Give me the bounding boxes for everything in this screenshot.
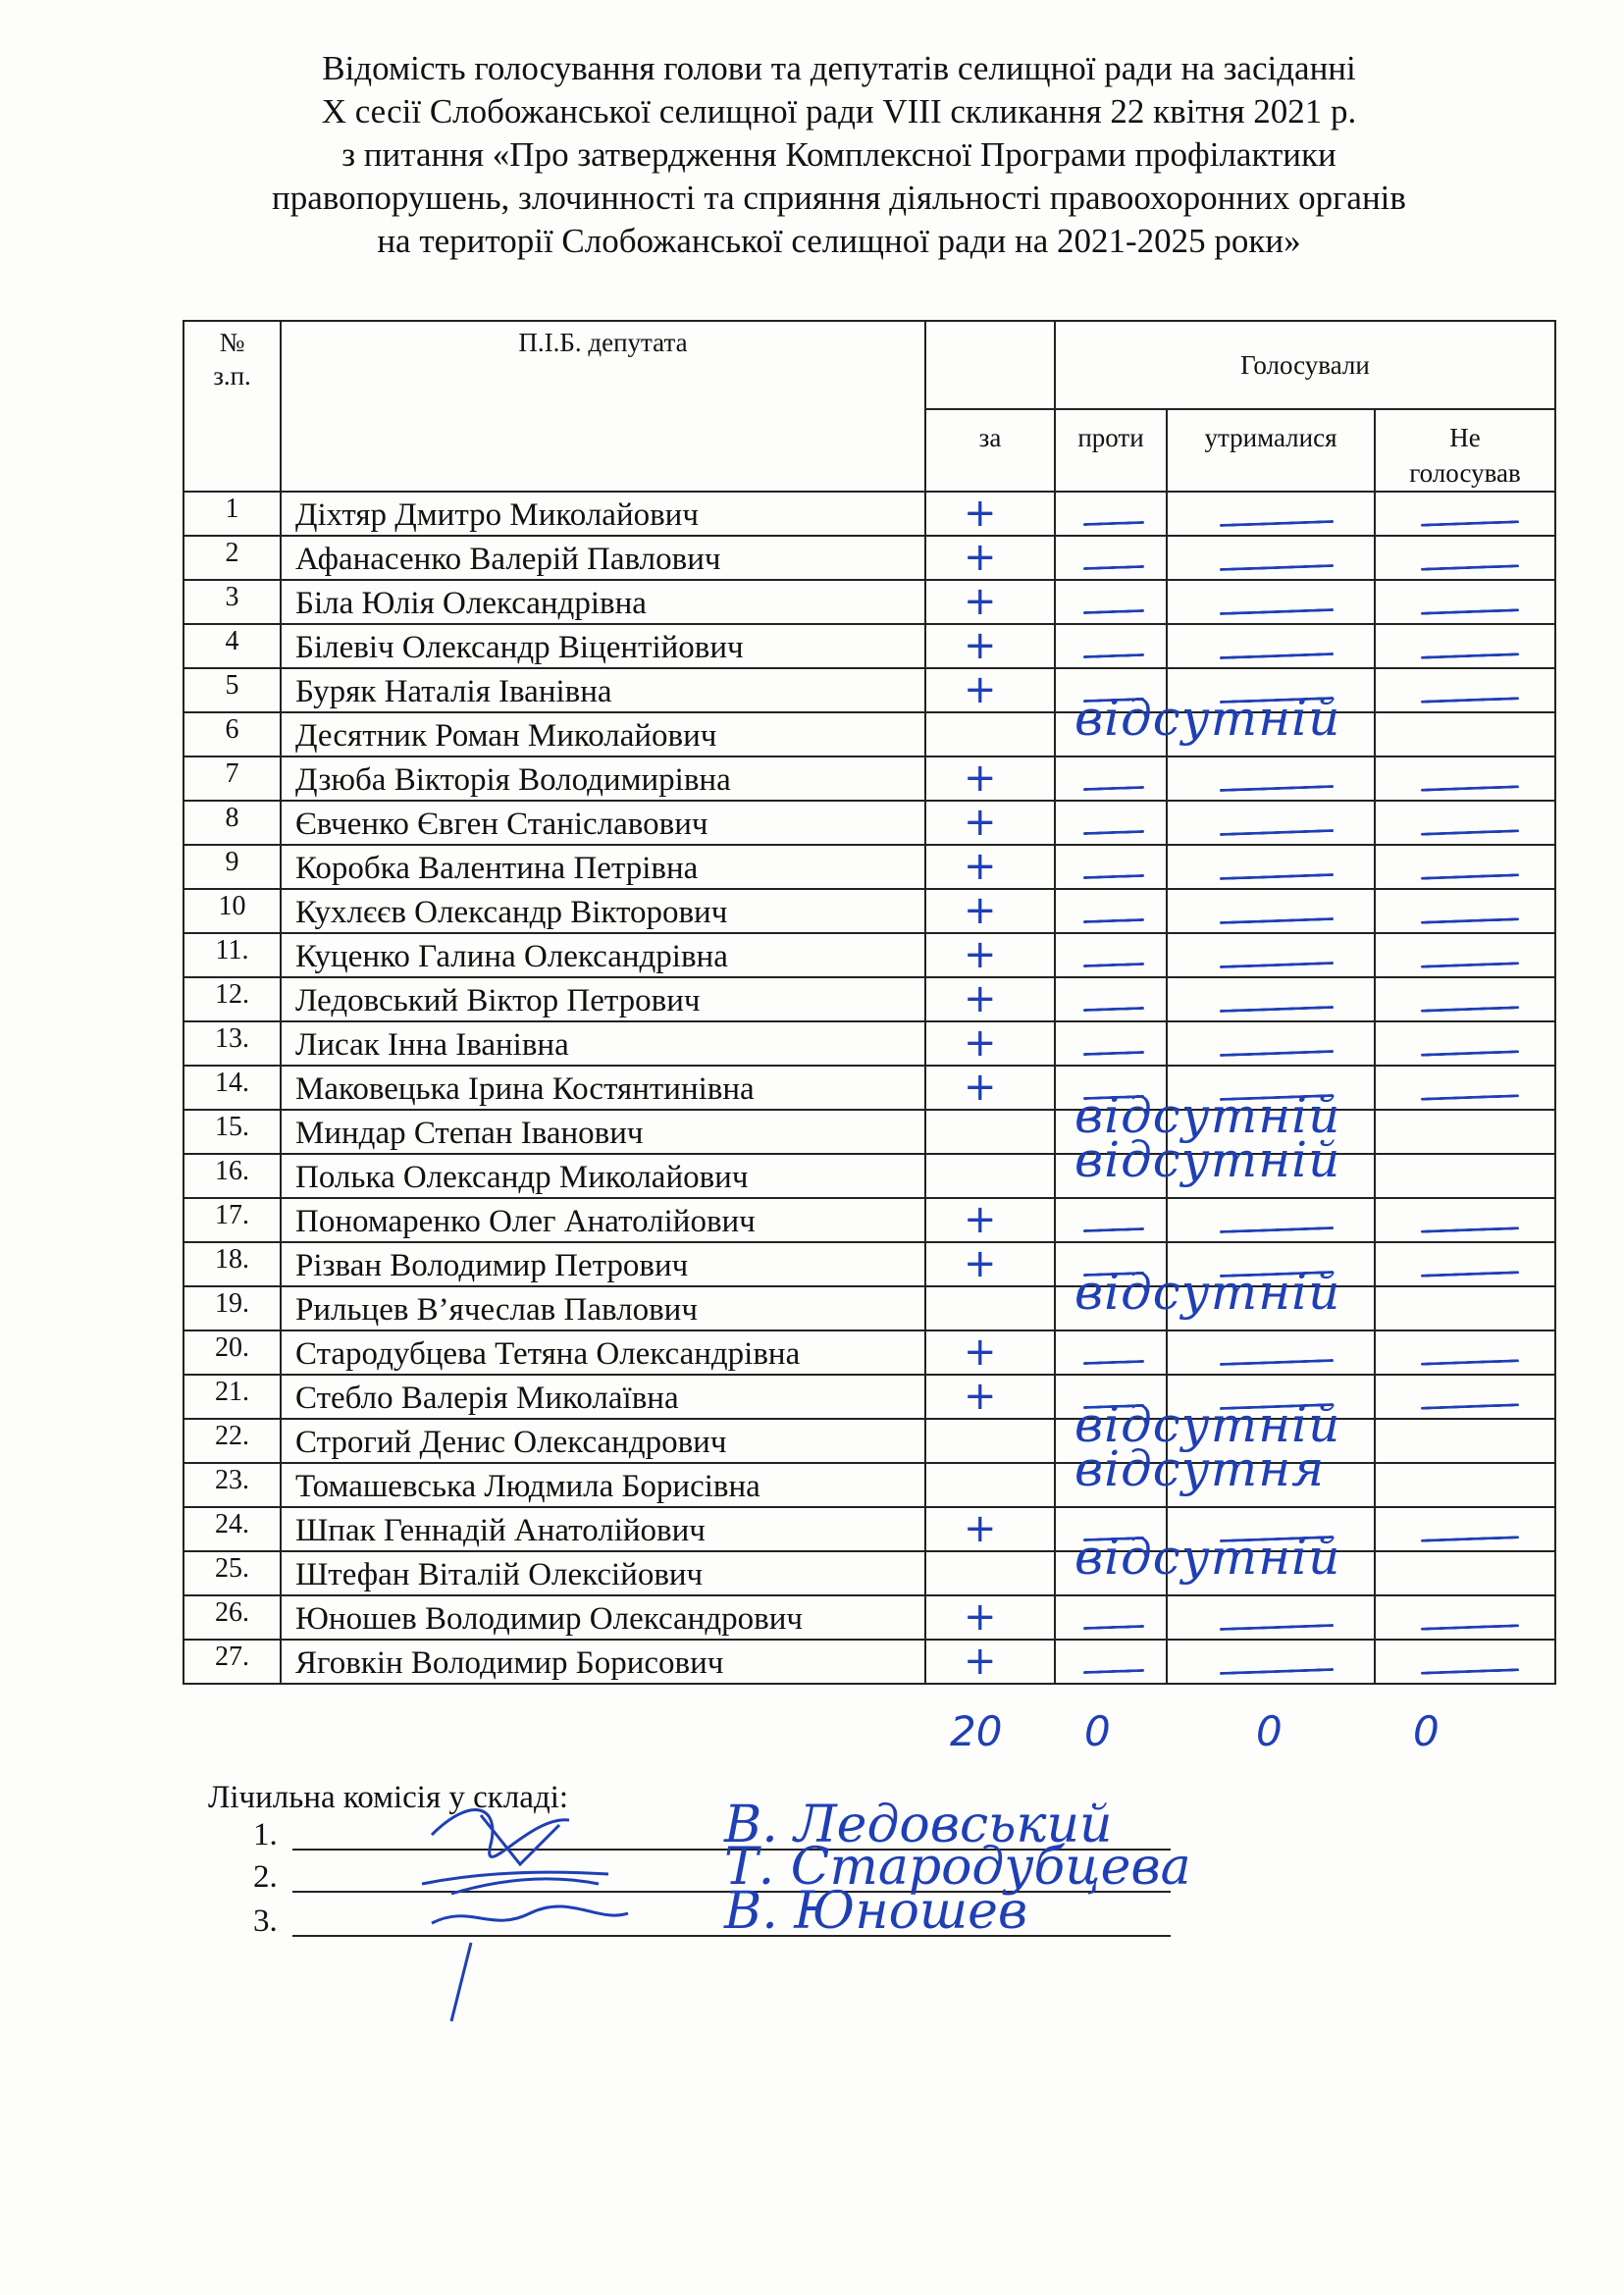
signature-name: В. Юношев xyxy=(724,1882,1028,1941)
vote-cell-against xyxy=(1055,801,1167,845)
vote-cell-for xyxy=(925,1375,1055,1419)
vote-cell-against xyxy=(1055,580,1167,624)
vote-cell-abstained xyxy=(1167,977,1375,1021)
dash-mark xyxy=(1083,1625,1144,1630)
dash-mark xyxy=(1083,786,1144,791)
plus-mark: + xyxy=(964,932,997,977)
vote-cell-against xyxy=(1055,1021,1167,1066)
table-row xyxy=(183,624,1555,668)
table-row xyxy=(183,1419,1555,1463)
dash-mark xyxy=(1219,1006,1333,1013)
row-number: 9 xyxy=(183,845,281,889)
vote-cell-not-voted xyxy=(1375,1286,1555,1330)
vote-cell-not-voted xyxy=(1375,492,1555,536)
deputy-name: Яговкін Володимир Борисович xyxy=(281,1640,925,1684)
vote-cell-abstained xyxy=(1167,933,1375,977)
member-number: 1. xyxy=(253,1817,278,1852)
vote-cell-abstained xyxy=(1167,1198,1375,1242)
row-number: 10 xyxy=(183,889,281,933)
vote-cell-not-voted xyxy=(1375,756,1555,801)
vote-cell-for xyxy=(925,1551,1055,1595)
dash-mark xyxy=(1219,652,1333,659)
dash-mark xyxy=(1083,565,1144,570)
plus-mark: + xyxy=(964,1241,997,1286)
vote-cell-for xyxy=(925,1154,1055,1198)
table-row xyxy=(183,1154,1555,1198)
table-row xyxy=(183,889,1555,933)
vote-cell-against xyxy=(1055,624,1167,668)
row-number: 1 xyxy=(183,492,281,536)
deputy-name: Афанасенко Валерій Павлович xyxy=(281,536,925,580)
deputy-name: Стебло Валерія Миколаївна xyxy=(281,1375,925,1419)
vote-cell-against xyxy=(1055,1595,1167,1640)
header-abstained: утрималися xyxy=(1167,409,1375,492)
vote-cell-for xyxy=(925,845,1055,889)
signature-name: Т. Стародубцева xyxy=(724,1838,1191,1897)
row-number: 6 xyxy=(183,712,281,756)
table-row xyxy=(183,580,1555,624)
row-number: 19. xyxy=(183,1286,281,1330)
row-number: 3 xyxy=(183,580,281,624)
plus-mark: + xyxy=(964,1506,997,1551)
dash-mark xyxy=(1420,1271,1518,1277)
dash-mark xyxy=(1083,963,1144,967)
vote-cell-not-voted xyxy=(1375,1419,1555,1463)
row-number: 23. xyxy=(183,1463,281,1507)
absent-note: відсутня xyxy=(1074,1440,1326,1497)
vote-cell-for xyxy=(925,1463,1055,1507)
table-row xyxy=(183,712,1555,756)
vote-cell-for xyxy=(925,1066,1055,1110)
dash-mark xyxy=(1083,1227,1144,1232)
title-line: Відомість голосування голови та депутатів селищної ради на засіданні xyxy=(322,49,1356,87)
plus-mark: + xyxy=(964,1020,997,1066)
vote-cell-abstained xyxy=(1167,756,1375,801)
vote-cell-against xyxy=(1055,536,1167,580)
dash-mark xyxy=(1420,564,1518,570)
header-name: П.І.Б. депутата xyxy=(281,321,925,492)
vote-cell-against xyxy=(1055,889,1167,933)
vote-cell-for xyxy=(925,977,1055,1021)
vote-cell-not-voted xyxy=(1375,889,1555,933)
vote-cell-for xyxy=(925,1507,1055,1551)
header-not-voted xyxy=(1375,409,1555,492)
member-number: 2. xyxy=(253,1859,278,1895)
table-row xyxy=(183,1242,1555,1286)
row-number: 5 xyxy=(183,668,281,712)
header-not-voted-line1: Не xyxy=(1449,423,1481,452)
title-line: на території Слобожанської селищної ради на 2021-2025 роки» xyxy=(377,222,1301,260)
vote-cell-for xyxy=(925,1198,1055,1242)
vote-cell-abstained xyxy=(1167,624,1375,668)
table-row xyxy=(183,1021,1555,1066)
vote-cell-against xyxy=(1055,1330,1167,1375)
row-number: 16. xyxy=(183,1154,281,1198)
signature-name: В. Ледовський xyxy=(724,1796,1113,1854)
table-row xyxy=(183,1066,1555,1110)
vote-cell-not-voted xyxy=(1375,1066,1555,1110)
dash-mark xyxy=(1219,1226,1333,1233)
absent-note: відсутній xyxy=(1074,1396,1341,1453)
document-title xyxy=(186,47,1492,263)
table-row xyxy=(183,1375,1555,1419)
row-number: 4 xyxy=(183,624,281,668)
deputy-name: Дзюба Вікторія Володимирівна xyxy=(281,756,925,801)
vote-cell-abstained xyxy=(1167,580,1375,624)
table-row xyxy=(183,1198,1555,1242)
dash-mark xyxy=(1083,1360,1144,1365)
deputy-name: Шпак Геннадій Анатолійович xyxy=(281,1507,925,1551)
table-row xyxy=(183,1330,1555,1375)
deputy-name: Строгий Денис Олександрович xyxy=(281,1419,925,1463)
dash-mark xyxy=(1219,917,1333,924)
absent-note: відсутній xyxy=(1074,1131,1341,1188)
table-row xyxy=(183,1286,1555,1330)
row-number: 13. xyxy=(183,1021,281,1066)
dash-mark xyxy=(1219,1359,1333,1366)
table-row xyxy=(183,1640,1555,1684)
vote-cell-for xyxy=(925,1330,1055,1375)
handwritten-signatures xyxy=(412,1776,707,2031)
header-for: за xyxy=(925,409,1055,492)
plus-mark: + xyxy=(964,756,997,801)
vote-cell-against xyxy=(1055,756,1167,801)
row-number: 15. xyxy=(183,1110,281,1154)
plus-mark: + xyxy=(964,667,997,712)
voting-table xyxy=(183,320,1556,1685)
dash-mark xyxy=(1083,874,1144,879)
plus-mark: + xyxy=(964,800,997,845)
vote-cell-for xyxy=(925,1021,1055,1066)
dash-mark xyxy=(1083,1669,1144,1674)
dash-mark xyxy=(1219,608,1333,615)
row-number: 22. xyxy=(183,1419,281,1463)
absent-note: відсутній xyxy=(1074,1529,1341,1586)
vote-cell-not-voted xyxy=(1375,933,1555,977)
table-row xyxy=(183,668,1555,712)
deputy-name: Ледовський Віктор Петрович xyxy=(281,977,925,1021)
table-row xyxy=(183,977,1555,1021)
vote-cell-for xyxy=(925,801,1055,845)
table-row xyxy=(183,801,1555,845)
dash-mark xyxy=(1083,1051,1144,1056)
dash-mark xyxy=(1420,1050,1518,1056)
plus-mark: + xyxy=(964,1374,997,1419)
row-number: 18. xyxy=(183,1242,281,1286)
table-row xyxy=(183,756,1555,801)
vote-cell-not-voted xyxy=(1375,845,1555,889)
vote-cell-not-voted xyxy=(1375,1021,1555,1066)
row-number: 25. xyxy=(183,1551,281,1595)
vote-cell-not-voted xyxy=(1375,977,1555,1021)
dash-mark xyxy=(1083,521,1144,526)
vote-cell-for xyxy=(925,889,1055,933)
vote-cell-for xyxy=(925,1242,1055,1286)
absent-note: відсутній xyxy=(1074,1264,1341,1321)
vote-cell-not-voted xyxy=(1375,801,1555,845)
plus-mark: + xyxy=(964,623,997,668)
plus-mark: + xyxy=(964,535,997,580)
vote-cell-not-voted xyxy=(1375,1110,1555,1154)
dash-mark xyxy=(1219,564,1333,571)
vote-cell-for xyxy=(925,1640,1055,1684)
vote-cell-not-voted xyxy=(1375,580,1555,624)
dash-mark xyxy=(1420,608,1518,614)
header-number xyxy=(183,321,281,492)
dash-mark xyxy=(1420,697,1518,703)
deputy-name: Діхтяр Дмитро Миколайович xyxy=(281,492,925,536)
row-number: 2 xyxy=(183,536,281,580)
dash-mark xyxy=(1219,1668,1333,1675)
row-number: 8 xyxy=(183,801,281,845)
vote-cell-for xyxy=(925,712,1055,756)
vote-cell-for xyxy=(925,1595,1055,1640)
table-row xyxy=(183,1507,1555,1551)
deputy-name: Євченко Євген Станіславович xyxy=(281,801,925,845)
vote-cell-against xyxy=(1055,977,1167,1021)
vote-cell-not-voted xyxy=(1375,1551,1555,1595)
deputy-name: Куценко Галина Олександрівна xyxy=(281,933,925,977)
table-row xyxy=(183,933,1555,977)
dash-mark xyxy=(1420,1006,1518,1012)
vote-cell-for xyxy=(925,580,1055,624)
deputy-name: Різван Володимир Петрович xyxy=(281,1242,925,1286)
dash-mark xyxy=(1219,520,1333,527)
vote-cell-not-voted xyxy=(1375,624,1555,668)
row-number: 26. xyxy=(183,1595,281,1640)
vote-cell-for xyxy=(925,1110,1055,1154)
deputy-name: Штефан Віталій Олексійович xyxy=(281,1551,925,1595)
header-blank xyxy=(925,321,1055,409)
dash-mark xyxy=(1083,653,1144,658)
row-number: 12. xyxy=(183,977,281,1021)
table-row xyxy=(183,845,1555,889)
vote-cell-not-voted xyxy=(1375,536,1555,580)
row-number: 21. xyxy=(183,1375,281,1419)
vote-cell-abstained xyxy=(1167,845,1375,889)
plus-mark: + xyxy=(964,1065,997,1110)
deputy-name: Коробка Валентина Петрівна xyxy=(281,845,925,889)
vote-cell-abstained xyxy=(1167,1595,1375,1640)
dash-mark xyxy=(1420,1624,1518,1630)
deputy-name: Рильцев В’ячеслав Павлович xyxy=(281,1286,925,1330)
header-voted: Голосували xyxy=(1055,321,1555,409)
vote-cell-abstained xyxy=(1167,889,1375,933)
dash-mark xyxy=(1219,873,1333,880)
dash-mark xyxy=(1420,873,1518,879)
deputy-name: Біла Юлія Олександрівна xyxy=(281,580,925,624)
header-not-voted-line2: голосував xyxy=(1409,458,1521,488)
vote-cell-against xyxy=(1055,933,1167,977)
deputy-name: Полька Олександр Миколайович xyxy=(281,1154,925,1198)
deputy-name: Томашевська Людмила Борисівна xyxy=(281,1463,925,1507)
dash-mark xyxy=(1219,1050,1333,1057)
table-row xyxy=(183,492,1555,536)
deputy-name: Буряк Наталія Іванівна xyxy=(281,668,925,712)
deputy-name: Маковецька Ірина Костянтинівна xyxy=(281,1066,925,1110)
vote-cell-abstained xyxy=(1167,536,1375,580)
dash-mark xyxy=(1420,1226,1518,1232)
vote-cell-not-voted xyxy=(1375,1507,1555,1551)
header-number-line2: з.п. xyxy=(213,361,251,391)
dash-mark xyxy=(1083,609,1144,614)
dash-mark xyxy=(1420,1668,1518,1674)
absent-note: відсутній xyxy=(1074,1087,1341,1144)
plus-mark: + xyxy=(964,844,997,889)
dash-mark xyxy=(1420,652,1518,658)
dash-mark xyxy=(1219,1624,1333,1631)
dash-mark xyxy=(1083,918,1144,923)
vote-cell-against xyxy=(1055,845,1167,889)
vote-cell-for xyxy=(925,1286,1055,1330)
header-against: проти xyxy=(1055,409,1167,492)
deputy-name: Миндар Степан Іванович xyxy=(281,1110,925,1154)
vote-cell-for xyxy=(925,492,1055,536)
vote-cell-against xyxy=(1055,1640,1167,1684)
plus-mark: + xyxy=(964,491,997,536)
plus-mark: + xyxy=(964,1594,997,1640)
vote-cell-abstained xyxy=(1167,1330,1375,1375)
title-line: X сесії Слобожанської селищної ради VIII скликання 22 квітня 2021 р. xyxy=(321,92,1357,130)
row-number: 7 xyxy=(183,756,281,801)
row-number: 24. xyxy=(183,1507,281,1551)
vote-cell-for xyxy=(925,624,1055,668)
vote-cell-for xyxy=(925,668,1055,712)
dash-mark xyxy=(1420,917,1518,923)
vote-cell-not-voted xyxy=(1375,1198,1555,1242)
vote-cell-for xyxy=(925,933,1055,977)
total-not-voted: 0 xyxy=(1413,1707,1440,1755)
table-row xyxy=(183,1595,1555,1640)
vote-cell-not-voted xyxy=(1375,1375,1555,1419)
vote-cell-not-voted xyxy=(1375,1330,1555,1375)
absent-note: відсутній xyxy=(1074,690,1341,747)
vote-cell-for xyxy=(925,1419,1055,1463)
plus-mark: + xyxy=(964,976,997,1021)
vote-cell-not-voted xyxy=(1375,668,1555,712)
deputy-name: Стародубцева Тетяна Олександрівна xyxy=(281,1330,925,1375)
plus-mark: + xyxy=(964,1197,997,1242)
title-line: правопорушень, злочинності та сприяння діяльності правоохоронних органів xyxy=(272,179,1406,217)
deputy-name: Юношев Володимир Олександрович xyxy=(281,1595,925,1640)
title-line: з питання «Про затвердження Комплексної Програми профілактики xyxy=(341,135,1336,174)
vote-cell-abstained xyxy=(1167,1640,1375,1684)
dash-mark xyxy=(1420,1403,1518,1409)
plus-mark: + xyxy=(964,1639,997,1684)
vote-cell-not-voted xyxy=(1375,1640,1555,1684)
dash-mark xyxy=(1420,520,1518,526)
total-for: 20 xyxy=(950,1707,1003,1755)
dash-mark xyxy=(1420,785,1518,791)
dash-mark xyxy=(1083,1007,1144,1012)
plus-mark: + xyxy=(964,579,997,624)
commission-label: Лічильна комісія у складі: xyxy=(208,1780,569,1815)
deputy-name: Лисак Інна Іванівна xyxy=(281,1021,925,1066)
total-abstained: 0 xyxy=(1256,1707,1283,1755)
plus-mark: + xyxy=(964,1330,997,1375)
dash-mark xyxy=(1219,785,1333,792)
dash-mark xyxy=(1219,962,1333,968)
row-number: 20. xyxy=(183,1330,281,1375)
header-number-line1: № xyxy=(219,328,245,357)
vote-cell-not-voted xyxy=(1375,1154,1555,1198)
deputy-name: Пономаренко Олег Анатолійович xyxy=(281,1198,925,1242)
vote-cell-against xyxy=(1055,492,1167,536)
row-number: 17. xyxy=(183,1198,281,1242)
vote-cell-not-voted xyxy=(1375,1242,1555,1286)
dash-mark xyxy=(1420,829,1518,835)
vote-cell-for xyxy=(925,756,1055,801)
vote-cell-not-voted xyxy=(1375,712,1555,756)
dash-mark xyxy=(1420,1359,1518,1365)
table-row xyxy=(183,1463,1555,1507)
table-row xyxy=(183,536,1555,580)
plus-mark: + xyxy=(964,888,997,933)
dash-mark xyxy=(1083,830,1144,835)
vote-cell-against xyxy=(1055,1198,1167,1242)
vote-cell-for xyxy=(925,536,1055,580)
table-row xyxy=(183,1110,1555,1154)
dash-mark xyxy=(1420,1536,1518,1541)
dash-mark xyxy=(1219,829,1333,836)
vote-cell-not-voted xyxy=(1375,1463,1555,1507)
dash-mark xyxy=(1420,1094,1518,1100)
vote-cell-not-voted xyxy=(1375,1595,1555,1640)
dash-mark xyxy=(1420,962,1518,967)
vote-cell-abstained xyxy=(1167,1021,1375,1066)
vote-cell-abstained xyxy=(1167,492,1375,536)
table-row xyxy=(183,1551,1555,1595)
member-number: 3. xyxy=(253,1904,278,1939)
row-number: 14. xyxy=(183,1066,281,1110)
total-against: 0 xyxy=(1084,1707,1111,1755)
vote-cell-abstained xyxy=(1167,801,1375,845)
deputy-name: Десятник Роман Миколайович xyxy=(281,712,925,756)
row-number: 27. xyxy=(183,1640,281,1684)
deputy-name: Кухлєєв Олександр Вікторович xyxy=(281,889,925,933)
deputy-name: Білевіч Олександр Віцентійович xyxy=(281,624,925,668)
row-number: 11. xyxy=(183,933,281,977)
